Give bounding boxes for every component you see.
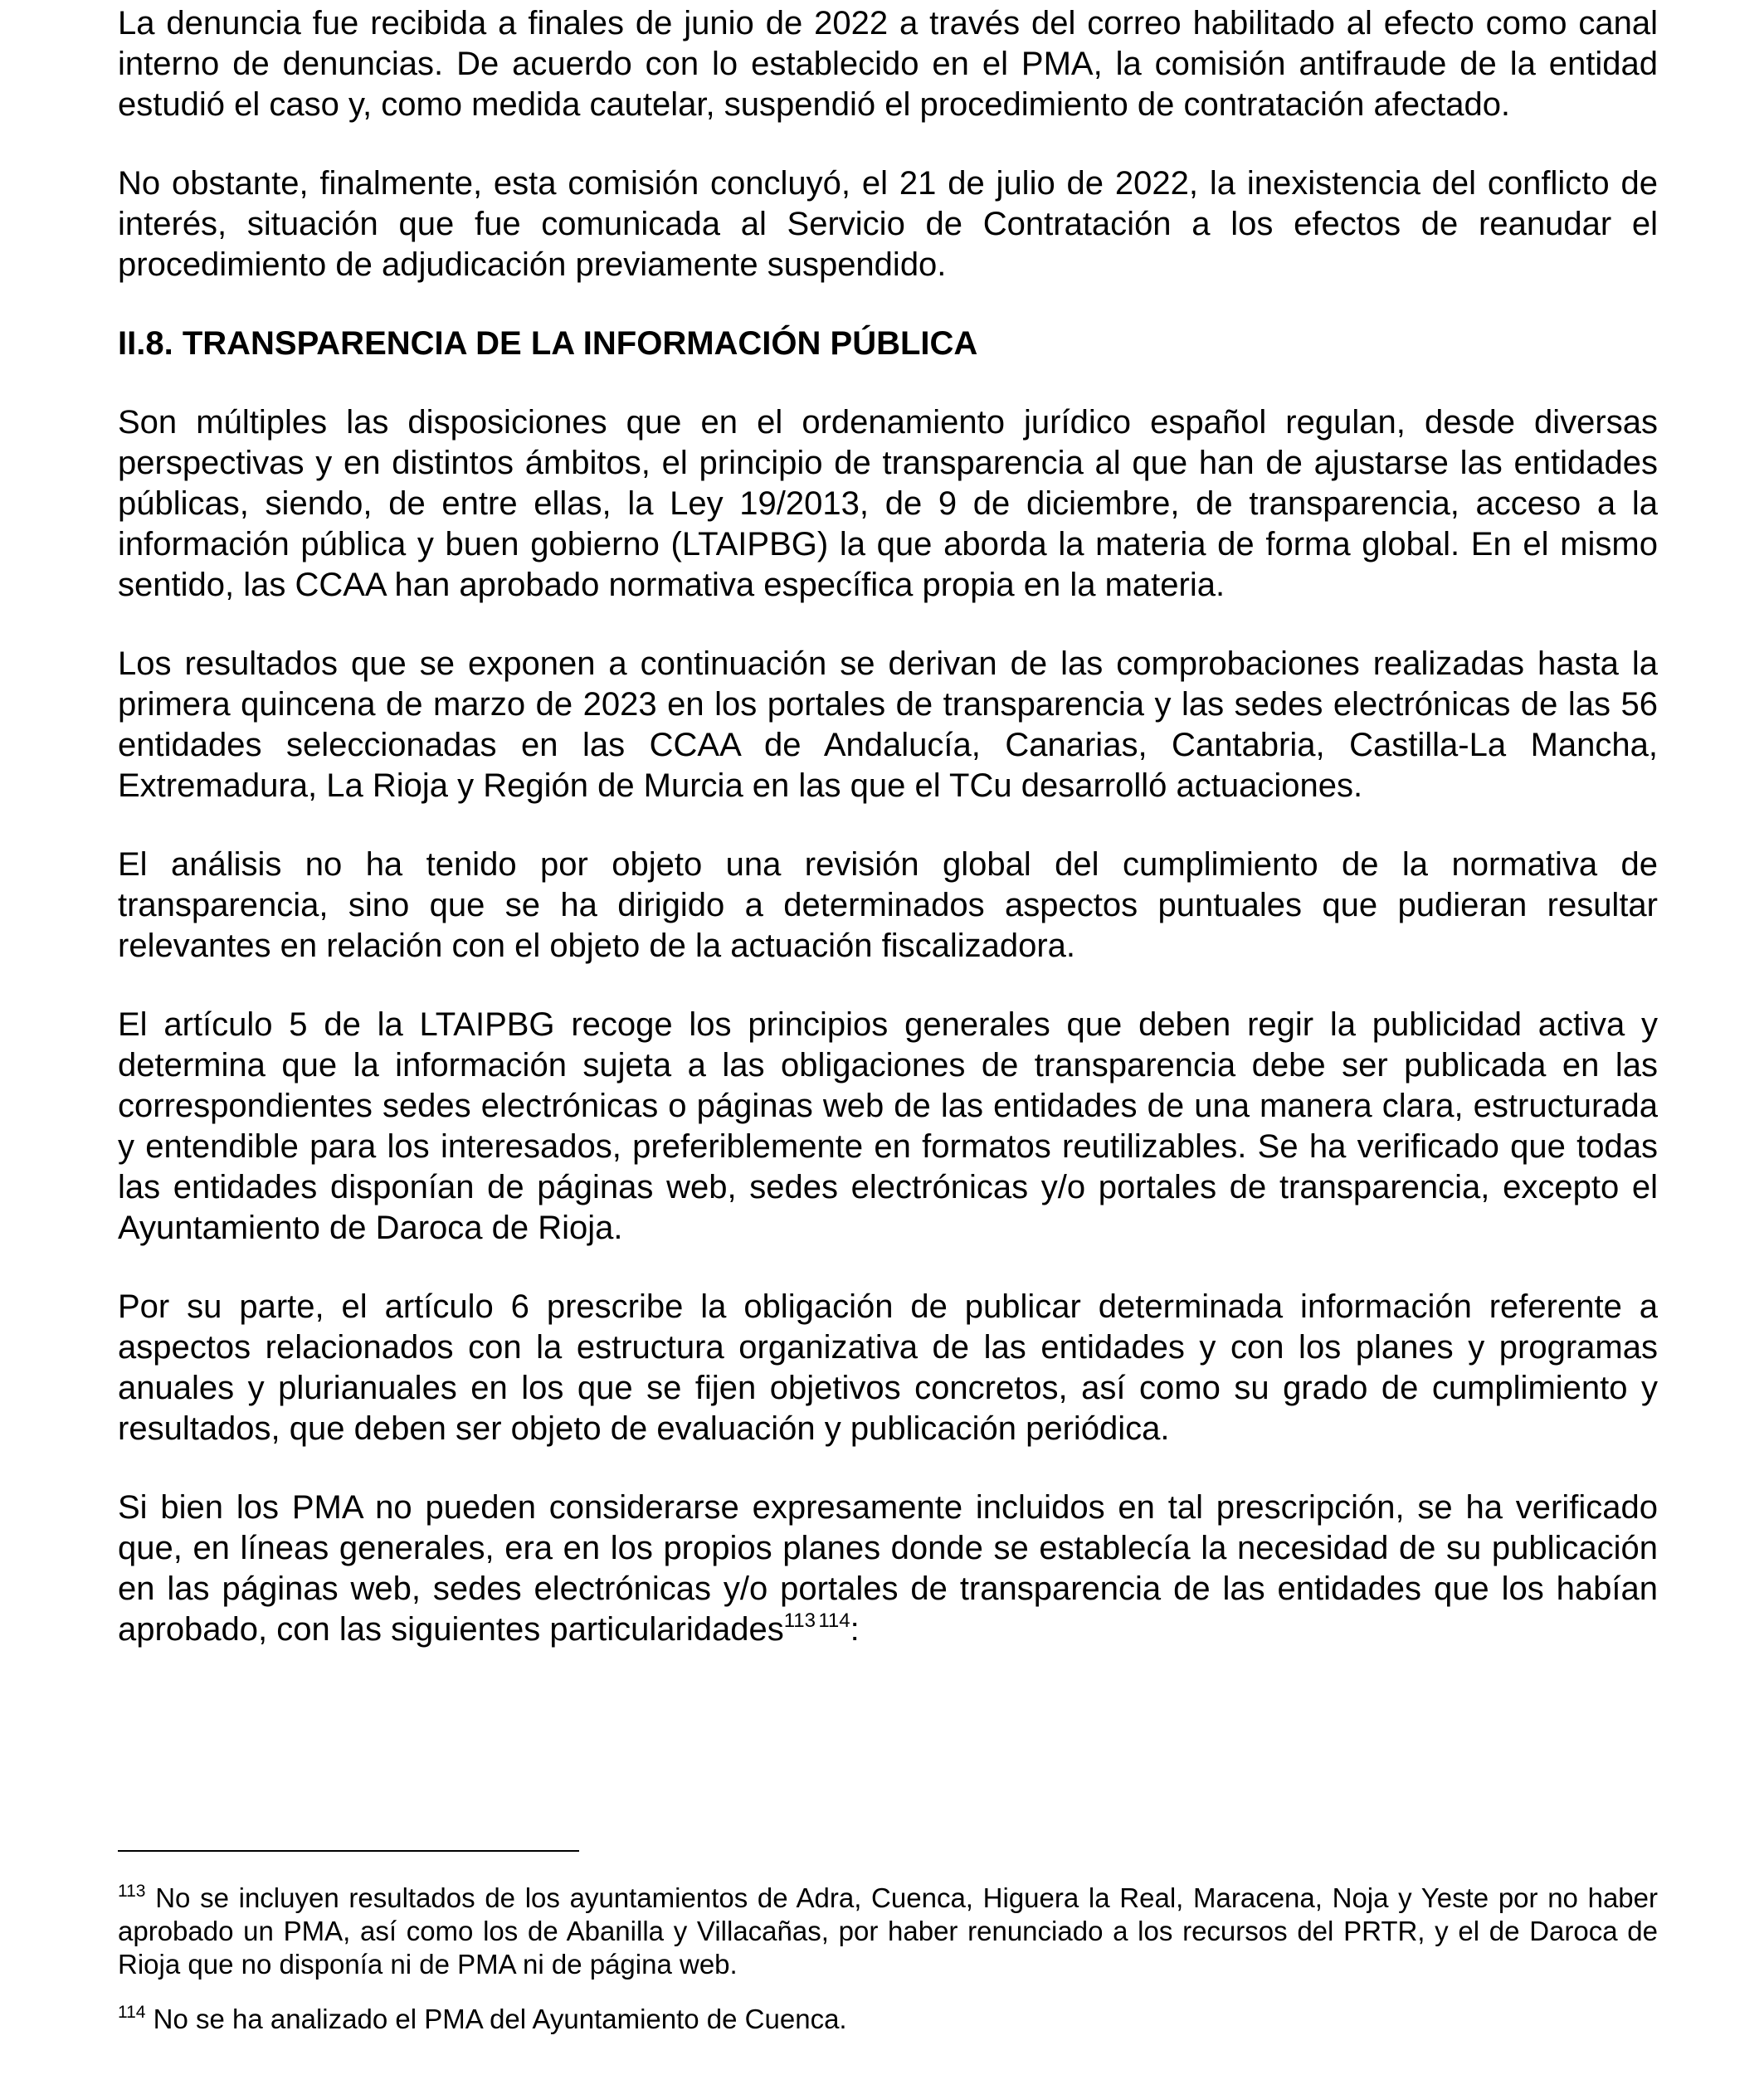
paragraph-analisis: El análisis no ha tenido por objeto una revisión global del cumplimiento de la normativa de transparencia, sino que se ha dirigido a determinados aspectos puntuales que pudieran resultar relevantes en relación con el objeto de la actuación fiscalizadora. [118, 846, 1658, 964]
footnote-text: No se ha analizado el PMA del Ayuntamiento de Cuenca. [153, 2004, 847, 2034]
footnote-reference-113[interactable]: 113 [783, 1609, 816, 1632]
paragraph-denuncia: La denuncia fue recibida a finales de junio de 2022 a través del correo habilitado al efecto como canal interno de denuncias. De acuerdo con lo establecido en el PMA, la comisión antifraude de la entidad estudió el caso y, como medida cautelar, suspendió el procedimiento de contratación afectado. [118, 5, 1658, 123]
paragraph-conclusion: No obstante, finalmente, esta comisión concluyó, el 21 de julio de 2022, la inexistencia del conflicto de interés, situación que fue comunicada al Servicio de Contratación a los efectos de reanudar el procedimiento de adjudicación previamente suspendido. [118, 165, 1658, 283]
section-heading: II.8. TRANSPARENCIA DE LA INFORMACIÓN PÚBLICA [118, 325, 978, 362]
footnote-separator [118, 1850, 579, 1852]
footnote-text: No se incluyen resultados de los ayuntamientos de Adra, Cuenca, Higuera la Real, Maracena, Noja y Yeste por no haber aprobado un PMA, así como los de Abanilla y Villacañas, por haber renunciado a los recursos del PRTR, y el de Daroca de Rioja que no disponía ni de PMA ni de página web. [118, 1882, 1659, 1980]
paragraph-disposiciones: Son múltiples las disposiciones que en el ordenamiento jurídico español regulan, desde diversas perspectivas y en distintos ámbitos, el principio de transparencia al que han de ajustarse las entidades públicas, siendo, de entre ellas, la Ley 19/2013, de 9 de diciembre, de transparencia, acceso a la información pública y buen gobierno (LTAIPBG) la que aborda la materia de forma global. En el mismo sentido, las CCAA han aprobado normativa específica propia en la materia. [118, 404, 1658, 603]
footnote-114 [118, 2003, 1658, 2036]
footnotes-section [118, 1882, 1658, 2057]
paragraph-articulo-6: Por su parte, el artículo 6 prescribe la obligación de publicar determinada información referente a aspectos relacionados con la estructura organizativa de las entidades y con los planes y programas anuales y plurianuales en los que se fijen objetivos concretos, así como su grado de cumplimiento y resultados, que deben ser objeto de evaluación y publicación periódica. [118, 1288, 1658, 1447]
footnote-reference-114[interactable]: 114 [818, 1609, 850, 1632]
footnote-number: 113 [118, 1882, 146, 1901]
footnote-113 [118, 1882, 1658, 1981]
paragraph-resultados: Los resultados que se exponen a continuación se derivan de las comprobaciones realizadas hasta la primera quincena de marzo de 2023 en los portales de transparencia y las sedes electrónicas de las 56 entidades seleccionadas en las CCAA de Andalucía, Canarias, Cantabria, Castilla-La Mancha, Extremadura, La Rioja y Región de Murcia en las que el TCu desarrolló actuaciones. [118, 645, 1658, 804]
footnote-number: 114 [118, 2003, 146, 2022]
paragraph-pma-publicacion [118, 1488, 1658, 1650]
paragraph-pma-text: Si bien los PMA no pueden considerarse expresamente incluidos en tal prescripción, se ha verificado que, en líneas generales, era en los propios planes donde se establecía la necesidad de su publicación en las páginas web, sedes electrónicas y/o portales de transparencia de las entidades que los habían aprobado, con las siguientes particularidades [118, 1489, 1658, 1648]
paragraph-pma-trailing: : [850, 1611, 860, 1648]
paragraph-articulo-5: El artículo 5 de la LTAIPBG recoge los principios generales que deben regir la publicidad activa y determina que la información sujeta a las obligaciones de transparencia debe ser publicada en las correspondientes sedes electrónicas o páginas web de las entidades de una manera clara, estructurada y entendible para los interesados, preferiblemente en formatos reutilizables. Se ha verificado que todas las entidades disponían de páginas web, sedes electrónicas y/o portales de transparencia, excepto el Ayuntamiento de Daroca de Rioja. [118, 1006, 1658, 1246]
document-body [118, 3, 1658, 1688]
